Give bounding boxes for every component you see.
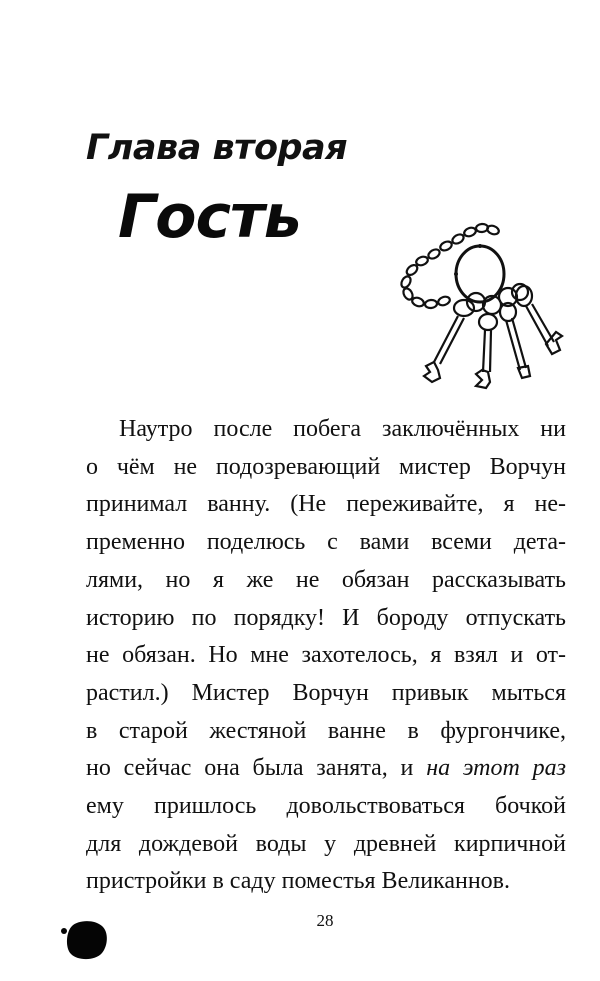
keys-on-chain-icon	[396, 222, 574, 390]
text-line: для дождевой воды у древней кирпичной	[86, 830, 566, 857]
italic-text: на этот раз	[426, 755, 566, 782]
chapter-label: Глава вторая	[86, 128, 348, 168]
page-number: 28	[316, 911, 334, 930]
text-line: не обязан. Но мне захотелось, я взял и от-	[86, 642, 566, 669]
text-line: ему пришлось довольствоваться бочкой	[86, 793, 566, 820]
text-line: пременно поделюсь с вами всеми дета-	[86, 529, 566, 556]
text-line: пристройки в саду поместья Великаннов.	[86, 868, 511, 895]
text-line: принимал ванну. (Не переживайте, я не-	[86, 491, 566, 518]
text-line: растил.) Мистер Ворчун привык мыться	[86, 679, 566, 706]
text-line: о чём не подозревающий мистер Ворчун	[86, 453, 566, 480]
chapter-title: Гость	[118, 182, 301, 252]
text-segment: но сейчас она была занята, и	[86, 755, 414, 782]
text-line: Наутро после побега заключённых ни	[119, 416, 566, 442]
body-text	[86, 411, 566, 901]
ink-blot-icon	[60, 918, 110, 962]
text-line: историю по порядку! И бороду отпускать	[86, 604, 566, 631]
text-line: в старой жестяной ванне в фургончике,	[86, 717, 566, 744]
text-line: лями, но я же не обязан рассказывать	[86, 566, 566, 593]
text-line	[86, 750, 566, 788]
